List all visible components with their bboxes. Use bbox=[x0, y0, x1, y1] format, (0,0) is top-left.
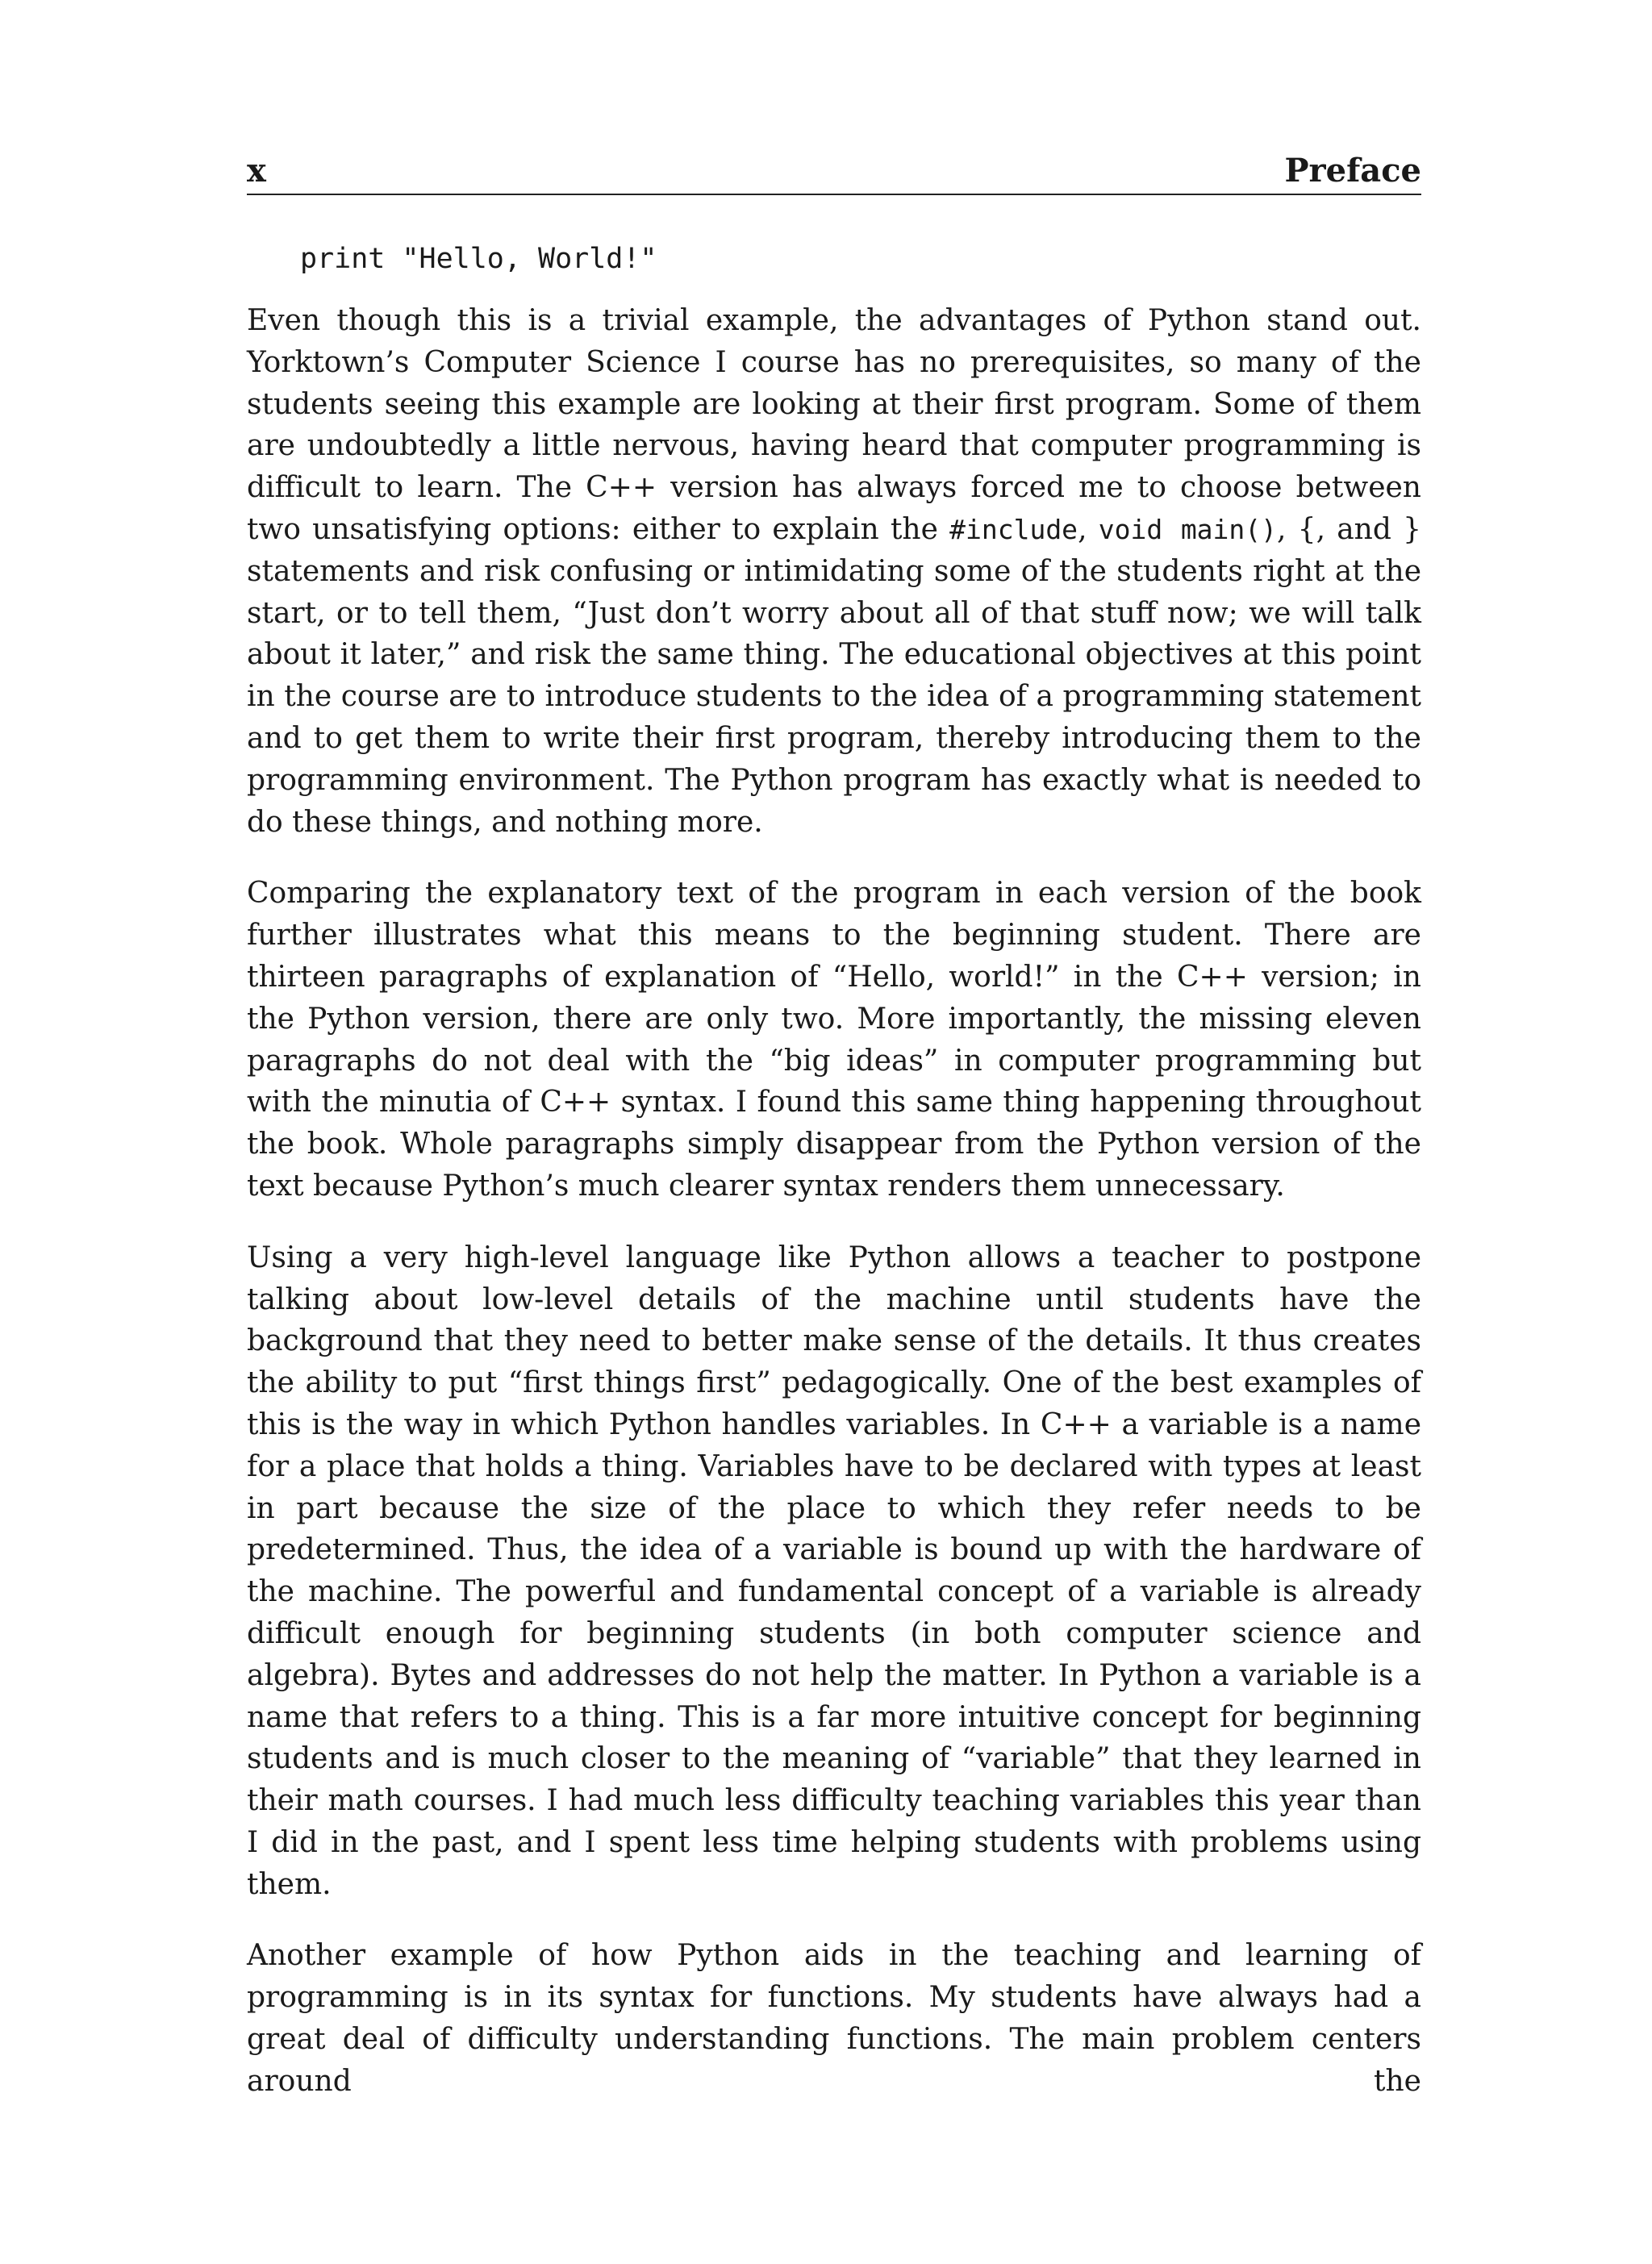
paragraph-1-text-b: , {, and } statements and risk confusing or intimidating some of the students right at the start, or to tell them, “Just don’t worry about all of that stuff now; we will talk about it later,” and risk the same thing. The educational objectives at this point in the course are to introduce students to the idea of a programming statement and to get them to write their first program, thereby introducing them to the programming environment. The Python program has exactly what is needed to do these things, and nothing more. bbox=[247, 512, 1422, 839]
paragraph-1-separator: , bbox=[1078, 512, 1099, 546]
page-number: x bbox=[247, 152, 266, 190]
paragraph-4: Another example of how Python aids in the teaching and learning of programming is in its syntax for functions. My students have always had a great deal of difficulty understanding functions. The main problem centers around the bbox=[247, 1939, 1421, 2098]
inline-code-main: void main() bbox=[1098, 513, 1278, 545]
section-title: Preface bbox=[1284, 152, 1421, 190]
body-text bbox=[247, 300, 1421, 2133]
book-page bbox=[247, 0, 1421, 2264]
code-example: print "Hello, World!" bbox=[300, 243, 657, 275]
paragraph-1-text-a: Even though this is a trivial example, the advantages of Python stand out. Yorktown’s Computer Science I course has no prerequisites, so many of the students seeing this example are looking at their first program. Some of them are undoubtedly a little nervous, having heard that computer programming is difficult to learn. The C++ version has always forced me to choose between two unsatisfying options: either to explain the bbox=[247, 304, 1421, 546]
inline-code-include: #include bbox=[949, 513, 1078, 545]
running-header bbox=[247, 150, 1421, 195]
paragraph-2: Comparing the explanatory text of the program in each version of the book further illustrates what this means to the beginning student. There are thirteen paragraphs of explanation of “Hello, world!” in the C++ version; in the Python version, there are only two. More importantly, the missing eleven paragraphs do not deal with the “big ideas” in computer programming but with the minutia of C++ syntax. I found this same thing happening throughout the book. Whole paragraphs simply disappear from the Python version of the text because Python’s much clearer syntax renders them unnecessary. bbox=[247, 877, 1421, 1203]
paragraph-3: Using a very high-level language like Python allows a teacher to postpone talking about low-level details of the machine until students have the background that they need to better make sense of the details. It thus creates the ability to put “first things first” pedagogically. One of the best examples of this is the way in which Python handles variables. In C++ a variable is a name for a place that holds a thing. Variables have to be declared with types at least in part because the size of the place to which they refer needs to be predetermined. Thus, the idea of a variable is bound up with the hardware of the machine. The powerful and fundamental concept of a variable is already difficult enough for beginning students (in both computer science and algebra). Bytes and addresses do not help the matter. In Python a variable is a name that refers to a thing. This is a far more intuitive concept for beginning students and is much closer to the meaning of “variable” that they learned in their math courses. I had much less difficulty teaching variables this year than I did in the past, and I spent less time helping students with problems using them. bbox=[247, 1240, 1421, 1901]
paragraph-1 bbox=[247, 300, 1421, 843]
